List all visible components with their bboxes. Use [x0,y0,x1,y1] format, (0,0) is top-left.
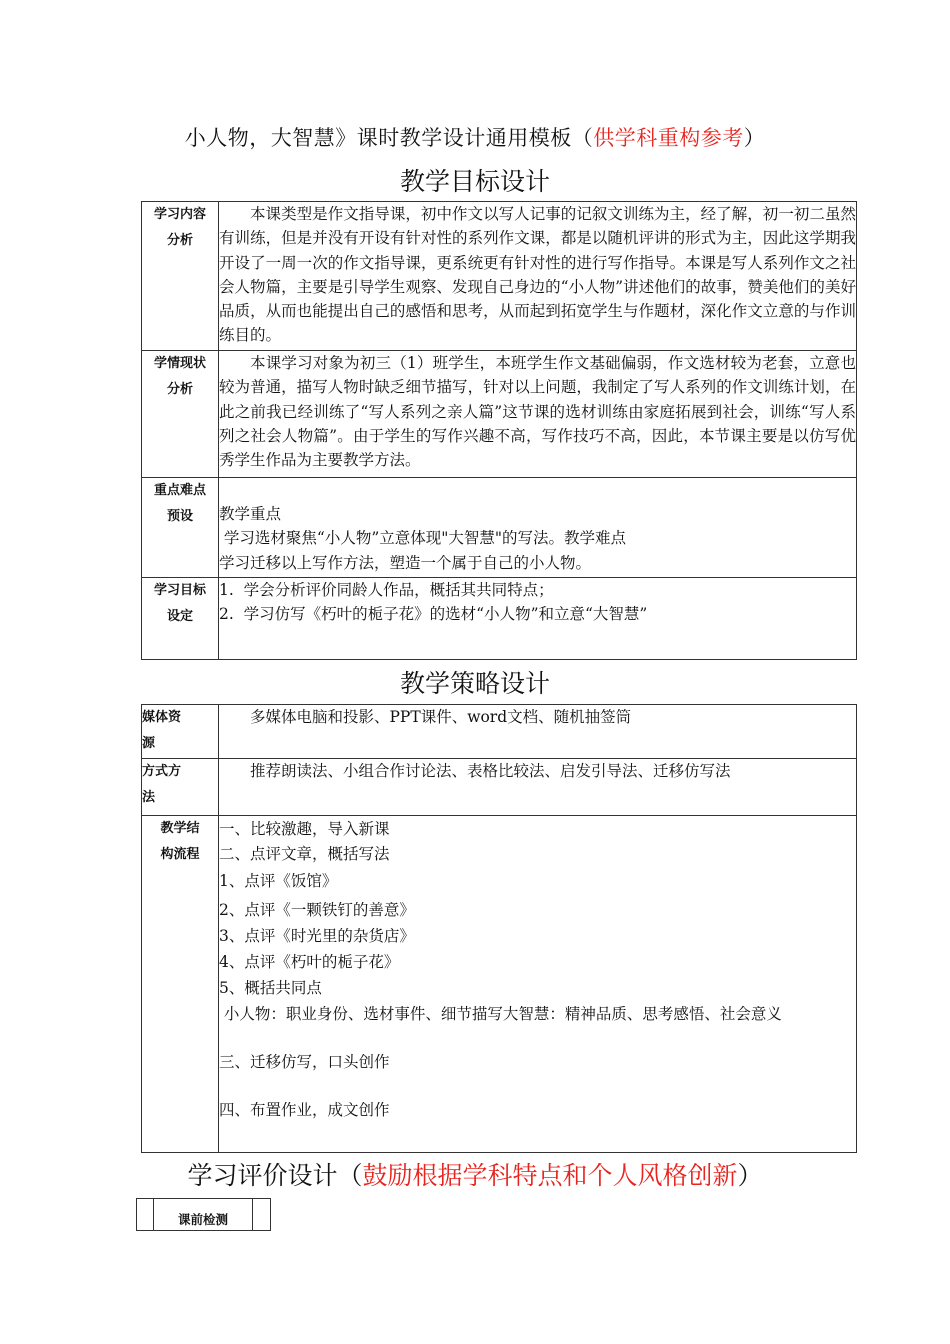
table-row [142,759,857,816]
table-row [142,202,857,351]
label-line: 重点难点 [153,483,206,498]
keypoints-line: 学习选材聚焦“小人物”立意体现"大智慧"的写法。教学难点 [219,529,627,548]
evaluation-heading-end: ） [737,1161,763,1190]
evaluation-cell-right [253,1199,271,1231]
flow-cell [219,816,857,1153]
label-line: 构流程 [160,847,200,862]
flow-line: 二、点评文章，概括写法 [219,845,390,863]
label-line: 媒体资 [142,710,182,725]
flow-line: 四、布置作业，成文创作 [219,1101,390,1119]
label-line: 学情现状 [153,356,206,371]
table-row [142,578,857,660]
document-title-main: 小人物，大智慧》课时教学设计通用模板（ [184,126,594,150]
flow-label [142,816,219,1153]
evaluation-heading-highlight: 鼓励根据学科特点和个人风格创新 [362,1161,738,1190]
goal-item: 1. 学会分析评价同龄人作品，概括其共同特点； [219,581,554,599]
flow-line: 1、点评《饭馆》 [219,872,338,890]
table-row [142,705,857,759]
label-line: 预设 [166,509,193,524]
flow-line: 三、迁移仿写，口头创作 [219,1053,390,1071]
objectives-table [141,201,857,660]
evaluation-table [136,1198,271,1231]
flow-line: 5、概括共同点 [219,979,322,997]
section-heading-strategy: 教学策略设计 [399,669,550,698]
flow-line: 2、点评《一颗铁钉的善意》 [219,901,415,919]
keypoints-line: 学习迁移以上写作方法，塑造一个属于自己的小人物。 [219,553,592,572]
table-row [142,478,857,578]
flow-line: 3、点评《时光里的杂货店》 [219,927,415,945]
method-label [142,759,219,816]
document-title [0,122,950,152]
label-line: 教学结 [160,821,200,836]
table-row [137,1199,271,1231]
keypoints-label [142,478,219,578]
evaluation-cell-left [137,1199,154,1231]
strategy-table [141,704,857,1153]
label-line: 学习目标 [153,583,206,598]
table-row [142,816,857,1153]
content-analysis-text: 本课类型是作文指导课，初中作文以写人记事的记叙文训练为主，经了解，初一初二虽然有训练，但是并没有开设有针对性的系列作文课，都是以随机评讲的形式为主，因此这学期我开设了一周一次的作文指导课，更系统更有针对性的进行写作指导。本课是写人系列作文之社会人物篇，主要是引导学生观察、发现自己身边的“小人物”讲述他们的故事，赞美他们的美好品质，从而也能提出自己的感悟和思考，从而起到拓宽学生与作题材，深化作文立意的与作训练目的。 [219,205,856,345]
label-line: 学习内容 [153,207,206,222]
situation-analysis-label [142,351,219,478]
goals-label [142,578,219,660]
flow-line: 小人物：职业身份、选材事件、细节描写大智慧：精神品质、思考感悟、社会意义 [219,1005,782,1023]
label-line: 方式方 [142,764,182,779]
flow-line: 一、比较激趣，导入新课 [219,820,390,838]
flow-line: 4、点评《朽叶的栀子花》 [219,953,400,971]
evaluation-heading-main: 学习评价设计（ [187,1161,363,1190]
situation-analysis-cell [219,351,857,478]
label-line: 设定 [166,609,193,624]
keypoints-line: 教学重点 [219,505,282,524]
situation-analysis-text: 本课学习对象为初三（1）班学生，本班学生作文基础偏弱，作文选材较为老套，立意也较为普通，描写人物时缺乏细节描写，针对以上问题，我制定了写人系列的作文训练计划，在此之前我已经训练了“写人系列之亲人篇”这节课的选材训练由家庭拓展到社会，训练“写人系列之社会人物篇”。由于学生的写作兴趣不高，写作技巧不高，因此，本节课主要是以仿写优秀学生作品为主要教学方法。 [219,354,856,470]
section-heading-evaluation [0,1156,950,1192]
label-line: 分析 [166,233,193,248]
goals-cell [219,578,857,660]
media-cell [219,705,857,759]
label-line: 源 [142,736,156,751]
label-line: 分析 [166,382,193,397]
document-title-end: ） [743,126,766,150]
table-row [142,351,857,478]
label-line: 法 [142,790,156,805]
document-title-highlight: 供学科重构参考 [593,126,744,150]
content-analysis-cell [219,202,857,351]
content-analysis-label [142,202,219,351]
keypoints-cell [219,478,857,578]
media-text: 多媒体电脑和投影、PPT课件、word文档、随机抽签筒 [250,708,632,726]
method-cell [219,759,857,816]
pre-check-label: 课前检测 [154,1199,253,1231]
goal-item: 2. 学习仿写《朽叶的栀子花》的选材“小人物”和立意“大智慧” [219,605,648,624]
section-heading-objectives: 教学目标设计 [399,167,550,196]
media-label [142,705,219,759]
method-text: 推荐朗读法、小组合作讨论法、表格比较法、启发引导法、迁移仿写法 [250,762,731,780]
